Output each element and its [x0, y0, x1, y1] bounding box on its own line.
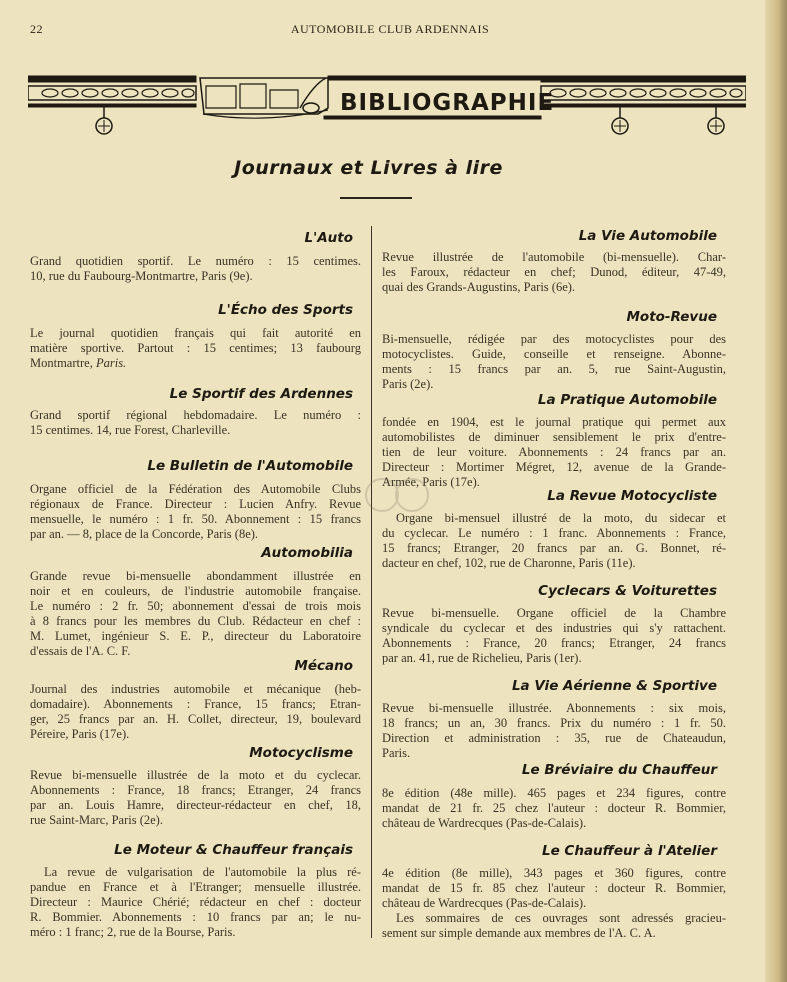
text-line: Abonnements : France, 20 francs; Etranger, 24 francs [382, 636, 726, 650]
text-line: régionaux de France. Directeur : Lucien Anfry. Revue [30, 497, 361, 511]
entry-text [382, 511, 726, 571]
text-line: matière sportive. Partout : 15 centimes; 13 faubourg [30, 341, 361, 355]
text-line: Paris. [95, 356, 127, 370]
text-line: méro : 1 franc; 2, rue de la Bourse, Paris. [30, 925, 236, 939]
text-line: pandue en France et à l'Etranger; mensuelle illustrée. [30, 880, 361, 894]
entry-heading: Automobilia [261, 545, 353, 561]
text-line: par an. Louis Hamre, directeur-rédacteur en chef, 18, [30, 798, 361, 812]
entry-heading: La Vie Aérienne & Sportive [511, 678, 717, 694]
journal-title: AUTOMOBILE CLUB ARDENNAIS [290, 22, 490, 36]
entry-heading: La Revue Motocycliste [547, 488, 717, 504]
text-line: syndicale du cyclecar et des industries qui s'y rattachent. [382, 621, 726, 635]
text-line: Directeur : Maurice Chérié; rédacteur en chef : docteur [30, 895, 361, 909]
text-line: Directeur : Mortimer Mégret, 12, avenue de la Grande- [382, 460, 726, 474]
text-line: par an. — 8, place de la Concorde, Paris (8e). [30, 527, 259, 541]
entry-text [30, 569, 361, 659]
text-line: R. Bommier. Abonnements : 10 francs par an; le nu- [30, 910, 361, 924]
text-line: à 8 francs pour les membres du Club. Rédacteur en chef : [30, 614, 361, 628]
text-line: 4e édition (8e mille), 343 pages et 360 figures, contre [382, 866, 726, 880]
text-line: domadaire). Abonnements : France, 15 francs; Etran- [30, 697, 361, 711]
entry-text [382, 332, 726, 392]
entry-text [382, 250, 726, 295]
entry-heading: Mécano [294, 658, 353, 674]
text-line: Abonnements : France, 18 francs; Etranger, 24 francs [30, 783, 361, 797]
entry-text [30, 865, 361, 940]
entry-heading: Le Sportif des Ardennes [169, 386, 353, 402]
text-line: 15 francs; Etranger, 20 francs par an. G. Bonnet, ré- [382, 541, 726, 555]
text-line: château de Wardrecques (Pas-de-Calais). [382, 816, 587, 830]
text-line: La revue de vulgarisation de l'automobile la plus ré- [44, 865, 361, 879]
title-rule [340, 197, 412, 199]
entry-heading: Le Bulletin de l'Automobile [147, 458, 353, 474]
banner-title: BIBLIOGRAPHIE [340, 90, 555, 116]
running-header [30, 22, 750, 38]
text-line: Montmartre, [30, 356, 96, 370]
text-line: rue Saint-Marc, Paris (2e). [30, 813, 163, 827]
text-line: par an. 41, rue de Richelieu, Paris (1er). [382, 651, 582, 665]
text-line: sement sur simple demande aux membres de l'A. C. A. [382, 926, 656, 940]
text-line: Direction et administration : 35, rue de Chateaudun, [382, 731, 726, 745]
text-line: château de Wardrecques (Pas-de-Calais). [382, 896, 587, 910]
text-line: Paris (2e). [382, 377, 434, 391]
text-line: dacteur en chef, 102, rue de Charonne, Paris (11e). [382, 556, 636, 570]
text-line: Revue bi-mensuelle illustrée. Abonnements : six mois, [382, 701, 726, 715]
text-line: du cyclecar. Le numéro : 1 franc. Abonnements : France, [382, 526, 726, 540]
text-line: tien de leur voiture. Abonnements : 24 francs par an. [382, 445, 726, 459]
text-line: noir et en couleurs, de l'industrie automobile française. [30, 584, 361, 598]
text-line: Le numéro : 2 fr. 50; abonnement d'essai de trois mois [30, 599, 361, 613]
text-line: ments : 15 francs par an. 5, rue Saint-Augustin, [382, 362, 726, 376]
text-line: M. Lumet, ingénieur S. E. P., directeur du Laboratoire [30, 629, 361, 643]
text-line: Péreire, Paris (17e). [30, 727, 130, 741]
text-line: 8e édition (48e mille). 465 pages et 234 figures, contre [382, 786, 726, 800]
text-line: Le journal quotidien français qui fait autorité en [30, 326, 361, 340]
entry-text [30, 408, 361, 438]
text-line: mandat de 21 fr. 25 chez l'auteur : docteur R. Bommier, [382, 801, 726, 815]
text-line: Grande revue bi-mensuelle abondamment illustrée en [30, 569, 361, 583]
entry-heading: Le Chauffeur à l'Atelier [541, 843, 717, 859]
page-title: Journaux et Livres à lire [234, 157, 503, 179]
text-line: fondée en 1904, est le journal pratique qui permet aux [382, 415, 726, 429]
entry-heading: L'Écho des Sports [218, 302, 353, 318]
text-line: Grand quotidien sportif. Le numéro : 15 centimes. [30, 254, 361, 268]
entry-text [30, 768, 361, 828]
text-line: Armée, Paris (17e). [382, 475, 480, 489]
entry-text [30, 682, 361, 742]
entry-text [382, 866, 726, 941]
page-edge [765, 0, 787, 982]
entry-text [30, 254, 361, 284]
library-stamp [358, 470, 438, 520]
text-line: 18 francs; un an, 30 francs. Prix du numéro : 1 fr. 50. [382, 716, 726, 730]
text-line: Organe bi-mensuel illustré de la moto, du sidecar et [396, 511, 726, 525]
text-line: ger, 25 francs par an. H. Collet, directeur, 19, boulevard [30, 712, 361, 726]
entry-heading: La Vie Automobile [578, 228, 717, 244]
text-line: d'essais de l'A. C. F. [30, 644, 131, 658]
text-line: les Faroux, rédacteur en chef; Dunod, éditeur, 47-49, [382, 265, 726, 279]
entry-heading: Le Moteur & Chauffeur français [114, 842, 353, 858]
text-line: Journal des industries automobile et mécanique (heb- [30, 682, 361, 696]
entry-text [382, 606, 726, 666]
text-line: Revue bi-mensuelle illustrée de la moto et du cyclecar. [30, 768, 361, 782]
text-line: motocyclistes. Guide, conseille et renseigne. Abonne- [382, 347, 726, 361]
text-line: mensuelle, le numéro : 1 fr. 50. Abonnement : 15 francs [30, 512, 361, 526]
entry-heading: L'Auto [304, 230, 353, 246]
entry-text [382, 701, 726, 761]
page-number: 22 [30, 22, 43, 36]
text-line: Revue bi-mensuelle. Organe officiel de la Chambre [382, 606, 726, 620]
text-line: mandat de 15 fr. 85 chez l'auteur : docteur R. Bommier, [382, 881, 726, 895]
entry-text [30, 326, 361, 371]
entry-text [30, 482, 361, 542]
text-line: Bi-mensuelle, rédigée par des motocyclistes pour des [382, 332, 726, 346]
text-line: Revue illustrée de l'automobile (bi-mensuelle). Char- [382, 250, 726, 264]
text-line: Organe officiel de la Fédération des Automobile Clubs [30, 482, 361, 496]
entry-text [382, 786, 726, 831]
bibliographie-banner [28, 72, 746, 144]
column-divider [371, 226, 372, 938]
entry-heading: Motocyclisme [249, 745, 353, 761]
text-line: 15 centimes. 14, rue Forest, Charleville. [30, 423, 231, 437]
text-line: quai des Grands-Augustins, Paris (6e). [382, 280, 576, 294]
text-line: 10, rue du Faubourg-Montmartre, Paris (9e). [30, 269, 253, 283]
entry-heading: La Pratique Automobile [537, 392, 717, 408]
entry-heading: Cyclecars & Voiturettes [538, 583, 717, 599]
entry-heading: Moto-Revue [626, 309, 717, 325]
text-line: automobilistes de diminuer sensiblement le prix d'entre- [382, 430, 726, 444]
text-line: Grand sportif régional hebdomadaire. Le numéro : [30, 408, 361, 422]
text-line: Paris. [382, 746, 411, 760]
entry-heading: Le Bréviaire du Chauffeur [521, 762, 717, 778]
text-line: Les sommaires de ces ouvrages sont adressés gracieu- [396, 911, 726, 925]
